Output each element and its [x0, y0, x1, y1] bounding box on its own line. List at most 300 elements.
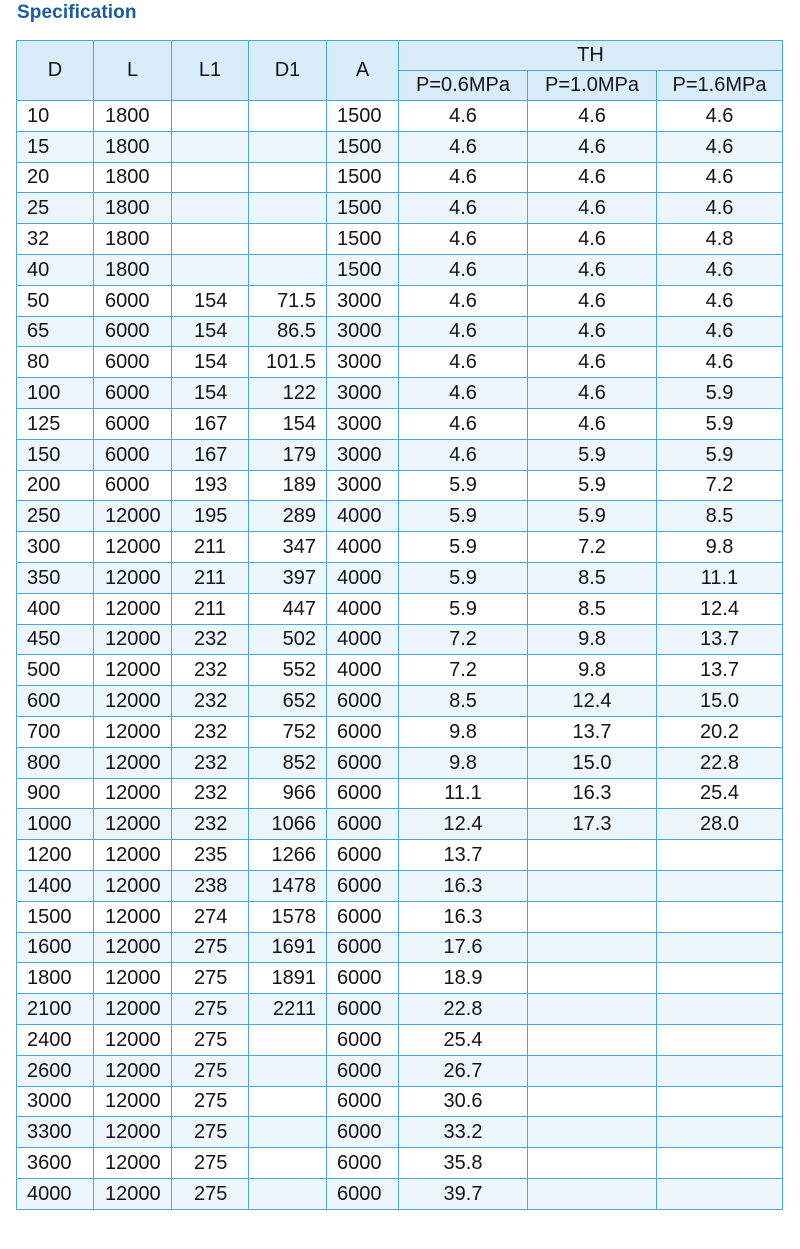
cell-th-p06: 4.6: [399, 285, 528, 316]
cell-l: 12000: [94, 840, 172, 871]
cell-l: 12000: [94, 1178, 172, 1209]
cell-th-p16: [657, 840, 783, 871]
cell-th-p16: 28.0: [657, 809, 783, 840]
cell-d: 2400: [17, 1024, 94, 1055]
cell-l: 6000: [94, 347, 172, 378]
cell-l: 6000: [94, 285, 172, 316]
cell-th-p10: [528, 1117, 657, 1148]
cell-th-p06: 30.6: [399, 1086, 528, 1117]
cell-a: 6000: [327, 747, 399, 778]
cell-th-p06: 25.4: [399, 1024, 528, 1055]
cell-a: 6000: [327, 1178, 399, 1209]
cell-l1: 275: [172, 1148, 249, 1179]
cell-th-p16: 9.8: [657, 532, 783, 563]
table-row: [17, 254, 783, 285]
cell-a: 1500: [327, 193, 399, 224]
cell-l1: 235: [172, 840, 249, 871]
cell-th-p16: [657, 1086, 783, 1117]
table-row: [17, 1178, 783, 1209]
cell-th-p16: 4.6: [657, 347, 783, 378]
table-row: [17, 131, 783, 162]
cell-d: 2100: [17, 994, 94, 1025]
cell-th-p06: 4.6: [399, 162, 528, 193]
cell-a: 4000: [327, 532, 399, 563]
cell-l: 1800: [94, 131, 172, 162]
cell-th-p06: 18.9: [399, 963, 528, 994]
table-row: [17, 870, 783, 901]
cell-th-p16: 5.9: [657, 378, 783, 409]
cell-l: 12000: [94, 1055, 172, 1086]
table-row: [17, 747, 783, 778]
cell-th-p16: 8.5: [657, 501, 783, 532]
header-a: A: [327, 41, 399, 101]
cell-d1: [249, 1086, 327, 1117]
cell-th-p10: 9.8: [528, 624, 657, 655]
cell-d1: 752: [249, 716, 327, 747]
cell-th-p16: 11.1: [657, 562, 783, 593]
cell-th-p10: 15.0: [528, 747, 657, 778]
cell-th-p10: 4.6: [528, 378, 657, 409]
cell-th-p10: 4.6: [528, 347, 657, 378]
table-row: [17, 532, 783, 563]
cell-th-p06: 7.2: [399, 624, 528, 655]
cell-d: 50: [17, 285, 94, 316]
cell-th-p16: [657, 901, 783, 932]
header-d1: D1: [249, 41, 327, 101]
cell-d1: [249, 1178, 327, 1209]
cell-l1: 232: [172, 716, 249, 747]
cell-l: 12000: [94, 963, 172, 994]
cell-l: 12000: [94, 809, 172, 840]
cell-d: 1400: [17, 870, 94, 901]
cell-l1: 275: [172, 932, 249, 963]
cell-th-p16: 4.6: [657, 316, 783, 347]
cell-d1: 397: [249, 562, 327, 593]
cell-th-p06: 4.6: [399, 316, 528, 347]
cell-l1: 211: [172, 593, 249, 624]
cell-l: 12000: [94, 870, 172, 901]
table-row: [17, 624, 783, 655]
cell-d: 400: [17, 593, 94, 624]
cell-d: 800: [17, 747, 94, 778]
cell-th-p16: 4.6: [657, 162, 783, 193]
cell-th-p10: [528, 870, 657, 901]
cell-th-p16: 5.9: [657, 439, 783, 470]
cell-d1: [249, 224, 327, 255]
cell-d: 10: [17, 101, 94, 132]
cell-a: 1500: [327, 131, 399, 162]
cell-d: 1800: [17, 963, 94, 994]
cell-a: 6000: [327, 716, 399, 747]
cell-th-p16: [657, 870, 783, 901]
cell-th-p16: 7.2: [657, 470, 783, 501]
cell-l: 12000: [94, 716, 172, 747]
table-row: [17, 347, 783, 378]
cell-th-p06: 7.2: [399, 655, 528, 686]
header-pressure-1-6: P=1.6MPa: [657, 71, 783, 101]
specification-table: [16, 40, 783, 1210]
cell-l: 12000: [94, 655, 172, 686]
cell-th-p06: 17.6: [399, 932, 528, 963]
table-row: [17, 470, 783, 501]
cell-th-p10: 7.2: [528, 532, 657, 563]
cell-l1: 232: [172, 655, 249, 686]
header-l: L: [94, 41, 172, 101]
cell-th-p16: 4.6: [657, 254, 783, 285]
cell-a: 6000: [327, 778, 399, 809]
cell-l: 6000: [94, 439, 172, 470]
cell-th-p10: 4.6: [528, 162, 657, 193]
cell-d1: [249, 1055, 327, 1086]
cell-l1: 154: [172, 316, 249, 347]
table-header: [17, 41, 783, 101]
cell-th-p10: 9.8: [528, 655, 657, 686]
cell-th-p06: 22.8: [399, 994, 528, 1025]
page-title: Specification: [17, 2, 137, 23]
cell-a: 6000: [327, 1148, 399, 1179]
cell-l1: 211: [172, 562, 249, 593]
cell-d: 20: [17, 162, 94, 193]
cell-th-p06: 39.7: [399, 1178, 528, 1209]
cell-l1: 154: [172, 347, 249, 378]
cell-a: 6000: [327, 932, 399, 963]
cell-l1: 275: [172, 1055, 249, 1086]
cell-th-p10: [528, 840, 657, 871]
cell-th-p06: 16.3: [399, 870, 528, 901]
cell-th-p06: 5.9: [399, 470, 528, 501]
cell-th-p16: 22.8: [657, 747, 783, 778]
cell-d1: 189: [249, 470, 327, 501]
cell-l: 12000: [94, 501, 172, 532]
cell-d: 125: [17, 408, 94, 439]
cell-th-p06: 4.6: [399, 408, 528, 439]
cell-th-p16: [657, 1024, 783, 1055]
table-row: [17, 162, 783, 193]
cell-l1: [172, 193, 249, 224]
cell-a: 6000: [327, 840, 399, 871]
cell-a: 6000: [327, 1086, 399, 1117]
cell-d: 1500: [17, 901, 94, 932]
cell-d1: 347: [249, 532, 327, 563]
cell-th-p06: 5.9: [399, 501, 528, 532]
cell-d1: 2211: [249, 994, 327, 1025]
cell-l: 12000: [94, 624, 172, 655]
cell-l: 1800: [94, 224, 172, 255]
cell-th-p16: [657, 963, 783, 994]
cell-th-p10: 5.9: [528, 439, 657, 470]
cell-th-p06: 4.6: [399, 254, 528, 285]
cell-l1: 238: [172, 870, 249, 901]
header-pressure-0-6: P=0.6MPa: [399, 71, 528, 101]
cell-d1: 86.5: [249, 316, 327, 347]
cell-th-p06: 4.6: [399, 101, 528, 132]
cell-d: 3300: [17, 1117, 94, 1148]
cell-th-p16: [657, 932, 783, 963]
cell-th-p06: 9.8: [399, 716, 528, 747]
cell-th-p16: 4.6: [657, 131, 783, 162]
table-row: [17, 439, 783, 470]
cell-th-p16: 4.6: [657, 101, 783, 132]
cell-d: 500: [17, 655, 94, 686]
cell-a: 6000: [327, 1117, 399, 1148]
table-row: [17, 778, 783, 809]
cell-l: 1800: [94, 101, 172, 132]
cell-l: 12000: [94, 994, 172, 1025]
cell-th-p10: 13.7: [528, 716, 657, 747]
cell-d1: 179: [249, 439, 327, 470]
cell-th-p06: 4.6: [399, 378, 528, 409]
cell-th-p16: 4.6: [657, 285, 783, 316]
cell-d: 1600: [17, 932, 94, 963]
cell-th-p10: 8.5: [528, 562, 657, 593]
cell-l: 6000: [94, 408, 172, 439]
cell-l1: 275: [172, 1086, 249, 1117]
table-row: [17, 224, 783, 255]
cell-th-p06: 4.6: [399, 224, 528, 255]
cell-a: 3000: [327, 470, 399, 501]
cell-d1: [249, 193, 327, 224]
cell-th-p06: 13.7: [399, 840, 528, 871]
cell-a: 4000: [327, 501, 399, 532]
header-l1: L1: [172, 41, 249, 101]
table-row: [17, 101, 783, 132]
cell-d1: [249, 1148, 327, 1179]
table-body: [17, 101, 783, 1210]
cell-a: 4000: [327, 562, 399, 593]
cell-d: 4000: [17, 1178, 94, 1209]
cell-th-p10: [528, 1148, 657, 1179]
cell-d1: [249, 131, 327, 162]
table-row: [17, 932, 783, 963]
cell-d1: 154: [249, 408, 327, 439]
cell-l1: 193: [172, 470, 249, 501]
table-row: [17, 378, 783, 409]
cell-l: 12000: [94, 901, 172, 932]
cell-th-p06: 11.1: [399, 778, 528, 809]
cell-d1: 101.5: [249, 347, 327, 378]
cell-d1: 122: [249, 378, 327, 409]
cell-l: 1800: [94, 162, 172, 193]
cell-l1: 275: [172, 1117, 249, 1148]
cell-th-p06: 5.9: [399, 532, 528, 563]
cell-l1: 232: [172, 624, 249, 655]
cell-d: 100: [17, 378, 94, 409]
cell-d: 350: [17, 562, 94, 593]
cell-th-p10: [528, 932, 657, 963]
cell-l1: 232: [172, 778, 249, 809]
table-row: [17, 809, 783, 840]
cell-l: 6000: [94, 316, 172, 347]
cell-d: 40: [17, 254, 94, 285]
cell-a: 4000: [327, 624, 399, 655]
cell-th-p10: 4.6: [528, 316, 657, 347]
cell-l1: 275: [172, 963, 249, 994]
cell-th-p10: 5.9: [528, 470, 657, 501]
cell-d1: 966: [249, 778, 327, 809]
cell-th-p06: 26.7: [399, 1055, 528, 1086]
table-row: [17, 593, 783, 624]
table-row: [17, 1024, 783, 1055]
table-row: [17, 501, 783, 532]
cell-l1: 274: [172, 901, 249, 932]
cell-th-p06: 4.6: [399, 193, 528, 224]
cell-th-p10: 4.6: [528, 224, 657, 255]
cell-th-p06: 4.6: [399, 439, 528, 470]
cell-th-p06: 12.4: [399, 809, 528, 840]
cell-d: 32: [17, 224, 94, 255]
cell-a: 3000: [327, 347, 399, 378]
cell-l: 12000: [94, 532, 172, 563]
cell-d: 250: [17, 501, 94, 532]
cell-d: 450: [17, 624, 94, 655]
cell-l: 1800: [94, 193, 172, 224]
cell-th-p10: 4.6: [528, 193, 657, 224]
cell-th-p10: 12.4: [528, 686, 657, 717]
cell-l: 12000: [94, 747, 172, 778]
cell-th-p06: 33.2: [399, 1117, 528, 1148]
cell-l1: 275: [172, 994, 249, 1025]
cell-th-p16: 4.8: [657, 224, 783, 255]
cell-d1: [249, 254, 327, 285]
cell-th-p10: 5.9: [528, 501, 657, 532]
cell-th-p06: 8.5: [399, 686, 528, 717]
cell-th-p10: 4.6: [528, 285, 657, 316]
cell-th-p10: 4.6: [528, 254, 657, 285]
cell-th-p16: [657, 1117, 783, 1148]
cell-d: 300: [17, 532, 94, 563]
cell-d: 15: [17, 131, 94, 162]
cell-th-p10: [528, 1024, 657, 1055]
cell-l: 12000: [94, 593, 172, 624]
cell-th-p16: [657, 1178, 783, 1209]
cell-l: 1800: [94, 254, 172, 285]
table-row: [17, 316, 783, 347]
table-row: [17, 1055, 783, 1086]
cell-d1: 289: [249, 501, 327, 532]
cell-a: 6000: [327, 686, 399, 717]
cell-th-p16: 13.7: [657, 655, 783, 686]
cell-l1: 275: [172, 1024, 249, 1055]
cell-th-p10: [528, 1055, 657, 1086]
cell-l1: [172, 101, 249, 132]
cell-l: 12000: [94, 1117, 172, 1148]
cell-d: 80: [17, 347, 94, 378]
cell-d: 3600: [17, 1148, 94, 1179]
cell-th-p06: 4.6: [399, 131, 528, 162]
cell-th-p16: [657, 1148, 783, 1179]
cell-a: 6000: [327, 870, 399, 901]
cell-l1: 275: [172, 1178, 249, 1209]
cell-th-p10: [528, 1178, 657, 1209]
table-row: [17, 1086, 783, 1117]
table-row: [17, 840, 783, 871]
cell-a: 3000: [327, 439, 399, 470]
cell-th-p10: 17.3: [528, 809, 657, 840]
cell-l1: [172, 254, 249, 285]
cell-a: 6000: [327, 1024, 399, 1055]
cell-l1: 167: [172, 439, 249, 470]
cell-th-p16: 12.4: [657, 593, 783, 624]
cell-d1: 1691: [249, 932, 327, 963]
cell-d: 1200: [17, 840, 94, 871]
table-row: [17, 901, 783, 932]
cell-th-p10: 4.6: [528, 131, 657, 162]
table-row: [17, 1148, 783, 1179]
cell-d: 65: [17, 316, 94, 347]
cell-d: 900: [17, 778, 94, 809]
cell-th-p16: 20.2: [657, 716, 783, 747]
cell-l1: [172, 224, 249, 255]
cell-a: 1500: [327, 162, 399, 193]
cell-l: 6000: [94, 378, 172, 409]
cell-d1: [249, 101, 327, 132]
header-th: TH: [399, 41, 783, 71]
cell-th-p16: 4.6: [657, 193, 783, 224]
cell-d: 3000: [17, 1086, 94, 1117]
cell-d1: 552: [249, 655, 327, 686]
cell-l: 12000: [94, 1148, 172, 1179]
cell-th-p10: [528, 963, 657, 994]
cell-d1: 502: [249, 624, 327, 655]
cell-d: 150: [17, 439, 94, 470]
cell-a: 3000: [327, 378, 399, 409]
cell-l: 12000: [94, 1024, 172, 1055]
cell-l: 12000: [94, 562, 172, 593]
cell-l: 6000: [94, 470, 172, 501]
cell-d1: [249, 1024, 327, 1055]
cell-th-p06: 35.8: [399, 1148, 528, 1179]
cell-a: 1500: [327, 101, 399, 132]
table-row: [17, 562, 783, 593]
table-row: [17, 655, 783, 686]
cell-th-p16: [657, 994, 783, 1025]
cell-l1: 195: [172, 501, 249, 532]
cell-a: 6000: [327, 963, 399, 994]
cell-l1: 167: [172, 408, 249, 439]
cell-l: 12000: [94, 778, 172, 809]
cell-d: 200: [17, 470, 94, 501]
cell-th-p16: [657, 1055, 783, 1086]
header-d: D: [17, 41, 94, 101]
cell-a: 4000: [327, 593, 399, 624]
cell-th-p10: [528, 1086, 657, 1117]
cell-th-p10: 8.5: [528, 593, 657, 624]
table-row: [17, 716, 783, 747]
cell-a: 6000: [327, 994, 399, 1025]
cell-th-p16: 13.7: [657, 624, 783, 655]
cell-th-p10: 16.3: [528, 778, 657, 809]
cell-d1: [249, 1117, 327, 1148]
cell-d: 1000: [17, 809, 94, 840]
cell-a: 1500: [327, 254, 399, 285]
cell-d1: 1066: [249, 809, 327, 840]
table-row: [17, 285, 783, 316]
cell-th-p10: 4.6: [528, 408, 657, 439]
cell-l1: 232: [172, 747, 249, 778]
cell-a: 3000: [327, 408, 399, 439]
table-row: [17, 193, 783, 224]
cell-l: 12000: [94, 686, 172, 717]
cell-th-p16: 15.0: [657, 686, 783, 717]
cell-d1: 652: [249, 686, 327, 717]
cell-l1: 232: [172, 809, 249, 840]
cell-d1: 1578: [249, 901, 327, 932]
cell-d1: 71.5: [249, 285, 327, 316]
table-row: [17, 994, 783, 1025]
cell-d: 2600: [17, 1055, 94, 1086]
cell-l: 12000: [94, 1086, 172, 1117]
cell-a: 3000: [327, 316, 399, 347]
